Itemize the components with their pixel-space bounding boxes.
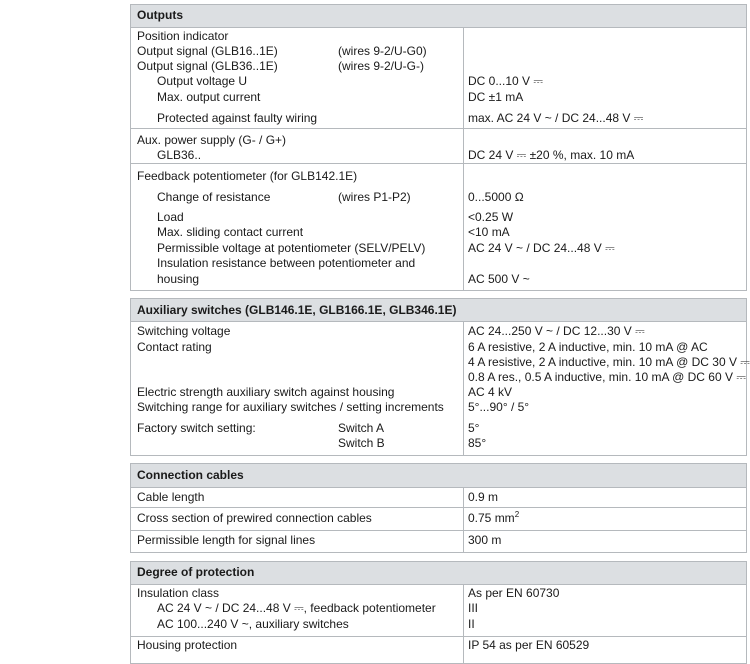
value: IP 54 as per EN 60529 xyxy=(468,638,590,652)
label: Factory switch setting: xyxy=(137,421,256,435)
section-title: Outputs xyxy=(137,8,183,22)
label: Contact rating xyxy=(137,340,212,354)
divider xyxy=(130,530,747,531)
value: 0.9 m xyxy=(468,490,499,504)
label: Permissible length for signal lines xyxy=(137,533,316,547)
outputs-header xyxy=(130,4,747,28)
value: AC 4 kV xyxy=(468,385,513,399)
section-title: Degree of protection xyxy=(137,565,255,579)
label: Output signal (GLB36..1E) xyxy=(137,59,278,73)
label: Aux. power supply (G- / G+) xyxy=(137,133,287,147)
value: AC 500 V ~ xyxy=(468,272,530,286)
label: Max. sliding contact current xyxy=(157,225,304,239)
value: 0.8 A res., 0.5 A inductive, min. 10 mA @ DC 60 V ⎓ xyxy=(468,370,746,384)
label: Insulation class xyxy=(137,586,220,600)
value: 5° xyxy=(468,421,480,435)
label: GLB36.. xyxy=(157,148,202,162)
value: 4 A resistive, 2 A inductive, min. 10 mA @ DC 30 V ⎓ xyxy=(468,355,750,369)
label: Switch B xyxy=(338,436,385,450)
label: Protected against faulty wiring xyxy=(157,111,318,125)
value: As per EN 60730 xyxy=(468,586,560,600)
value: <10 mA xyxy=(468,225,510,239)
value: <0.25 W xyxy=(468,210,514,224)
divider xyxy=(463,584,464,664)
label: (wires 9-2/U-G-) xyxy=(338,59,424,73)
label: housing xyxy=(157,272,200,286)
value: max. AC 24 V ~ / DC 24...48 V ⎓ xyxy=(468,111,644,125)
section-title: Auxiliary switches (GLB146.1E, GLB166.1E, GLB346.1E) xyxy=(137,303,457,317)
label: Permissible voltage at potentiometer (SELV/PELV) xyxy=(157,241,426,255)
label: Output signal (GLB16..1E) xyxy=(137,44,278,58)
label: Switching voltage xyxy=(137,324,231,338)
value: DC ±1 mA xyxy=(468,90,524,104)
label: Cable length xyxy=(137,490,205,504)
label: Load xyxy=(157,210,184,224)
divider xyxy=(130,128,747,129)
value: II xyxy=(468,617,475,631)
label: (wires 9-2/U-G0) xyxy=(338,44,427,58)
value xyxy=(468,511,519,526)
label: Cross section of prewired connection cables xyxy=(137,511,372,525)
label: Switching range for auxiliary switches / setting increments xyxy=(137,400,444,414)
value: III xyxy=(468,601,479,615)
divider xyxy=(130,163,747,164)
label: Feedback potentiometer (for GLB142.1E) xyxy=(137,169,358,183)
value: 0...5000 Ω xyxy=(468,190,524,204)
superscript: 2 xyxy=(514,510,520,519)
value: DC 0...10 V ⎓ xyxy=(468,74,543,88)
value: AC 24 V ~ / DC 24...48 V ⎓ xyxy=(468,241,615,255)
label: AC 24 V ~ / DC 24...48 V ⎓, feedback potentiometer xyxy=(157,601,436,615)
value: 85° xyxy=(468,436,487,450)
divider xyxy=(130,507,747,508)
label: Change of resistance xyxy=(157,190,271,204)
label: Max. output current xyxy=(157,90,261,104)
value: DC 24 V ⎓ ±20 %, max. 10 mA xyxy=(468,148,635,162)
label: Output voltage U xyxy=(157,74,248,88)
section-title: Connection cables xyxy=(137,468,244,482)
value: 300 m xyxy=(468,533,502,547)
divider xyxy=(463,27,464,291)
divider xyxy=(130,636,747,637)
value: AC 24...250 V ~ / DC 12...30 V ⎓ xyxy=(468,324,645,338)
value-text: 0.75 mm xyxy=(468,511,515,525)
value: 6 A resistive, 2 A inductive, min. 10 mA @ AC xyxy=(468,340,708,354)
label: Electric strength auxiliary switch against housing xyxy=(137,385,395,399)
divider xyxy=(463,321,464,456)
label: (wires P1-P2) xyxy=(338,190,411,204)
label: Housing protection xyxy=(137,638,238,652)
value: 5°...90° / 5° xyxy=(468,400,530,414)
divider xyxy=(463,487,464,553)
label: Switch A xyxy=(338,421,385,435)
label: AC 100...240 V ~, auxiliary switches xyxy=(157,617,349,631)
label: Insulation resistance between potentiometer and xyxy=(157,256,416,270)
label: Position indicator xyxy=(137,29,229,43)
